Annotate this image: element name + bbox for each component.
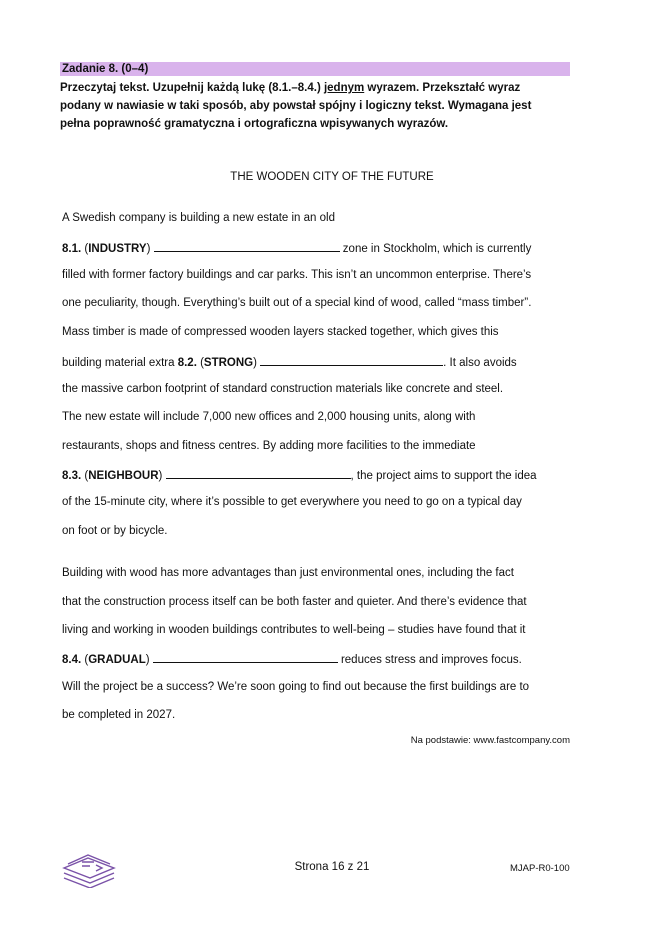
text-line: A Swedish company is building a new estate in an old xyxy=(62,212,335,224)
base-word: INDUSTRY xyxy=(88,243,147,255)
paren: ( xyxy=(81,470,89,482)
paren: ) xyxy=(145,654,153,666)
source-note: Na podstawie: www.fastcompany.com xyxy=(410,735,570,746)
text-line: The new estate will include 7,000 new offices and 2,000 housing units, along with xyxy=(62,411,476,423)
text-line: Mass timber is made of compressed wooden layers stacked together, which gives this xyxy=(62,326,499,338)
paren: ) xyxy=(158,470,166,482)
instr-underlined: jednym xyxy=(323,82,365,94)
instructions-line-1 xyxy=(60,79,580,97)
paren: ) xyxy=(253,357,261,369)
task-title: Zadanie 8. (0–4) xyxy=(62,63,149,75)
text-line-gap-8-2 xyxy=(62,355,517,369)
text-line: restaurants, shops and fitness centres. By adding more facilities to the immediate xyxy=(62,440,476,452)
instr-text: Przeczytaj tekst. Uzupełnij każdą lukę (8.1.–8.4.) xyxy=(60,82,324,94)
answer-blank-8-4[interactable] xyxy=(153,652,338,663)
exam-code: MJAP-R0-100 xyxy=(510,863,570,874)
base-word: NEIGHBOUR xyxy=(88,470,159,482)
text-line: that the construction process itself can be both faster and quieter. And there’s evidence that xyxy=(62,596,527,608)
paren: ( xyxy=(81,243,89,255)
text-line: one peculiarity, though. Everything’s built out of a special kind of wood, called “mass timber”. xyxy=(62,297,532,309)
text-title: THE WOODEN CITY OF THE FUTURE xyxy=(230,171,434,183)
paren: ( xyxy=(196,357,204,369)
task-instructions xyxy=(60,79,580,133)
instr-text: wyrazem. Przekształć wyraz xyxy=(364,82,521,94)
gap-number: 8.2. xyxy=(177,357,197,369)
answer-blank-8-3[interactable] xyxy=(166,468,351,479)
answer-blank-8-1[interactable] xyxy=(154,241,340,252)
base-word: STRONG xyxy=(203,357,254,369)
gap-number: 8.4. xyxy=(62,654,82,666)
text-line: filled with former factory buildings and car parks. This isn’t an uncommon enterprise. There’s xyxy=(62,269,532,281)
text-line: the massive carbon footprint of standard construction materials like concrete and steel. xyxy=(62,383,504,395)
page-number: Strona 16 z 21 xyxy=(294,861,370,873)
text-segment: zone in Stockholm, which is currently xyxy=(339,243,532,255)
text-line: of the 15-minute city, where it’s possible to get everywhere you need to go on a typical day xyxy=(62,496,522,508)
gap-number: 8.3. xyxy=(62,470,82,482)
text-line: living and working in wooden buildings contributes to well-being – studies have found that it xyxy=(62,624,526,636)
text-segment: , the project aims to support the idea xyxy=(350,470,537,482)
instructions-line-2: podany w nawiasie w taki sposób, aby powstał spójny i logiczny tekst. Wymagana jest xyxy=(60,100,532,112)
base-word: GRADUAL xyxy=(88,654,146,666)
text-segment: building material extra xyxy=(62,357,178,369)
text-line: be completed in 2027. xyxy=(62,709,176,721)
text-line: on foot or by bicycle. xyxy=(62,525,168,537)
text-segment: . It also avoids xyxy=(443,357,517,369)
text-line-gap-8-4 xyxy=(62,652,522,666)
paren: ( xyxy=(81,654,89,666)
text-segment: reduces stress and improves focus. xyxy=(337,654,522,666)
instructions-line-3: pełna poprawność gramatyczna i ortograficzna wpisywanych wyrazów. xyxy=(60,118,449,130)
text-line: Will the project be a success? We’re soon going to find out because the first buildings are to xyxy=(62,681,530,693)
answer-blank-8-2[interactable] xyxy=(260,355,443,366)
text-line-gap-8-1 xyxy=(62,241,531,255)
text-line: Building with wood has more advantages than just environmental ones, including the fact xyxy=(62,567,514,579)
gap-number: 8.1. xyxy=(62,243,82,255)
paren: ) xyxy=(146,243,154,255)
text-line-gap-8-3 xyxy=(62,468,537,482)
